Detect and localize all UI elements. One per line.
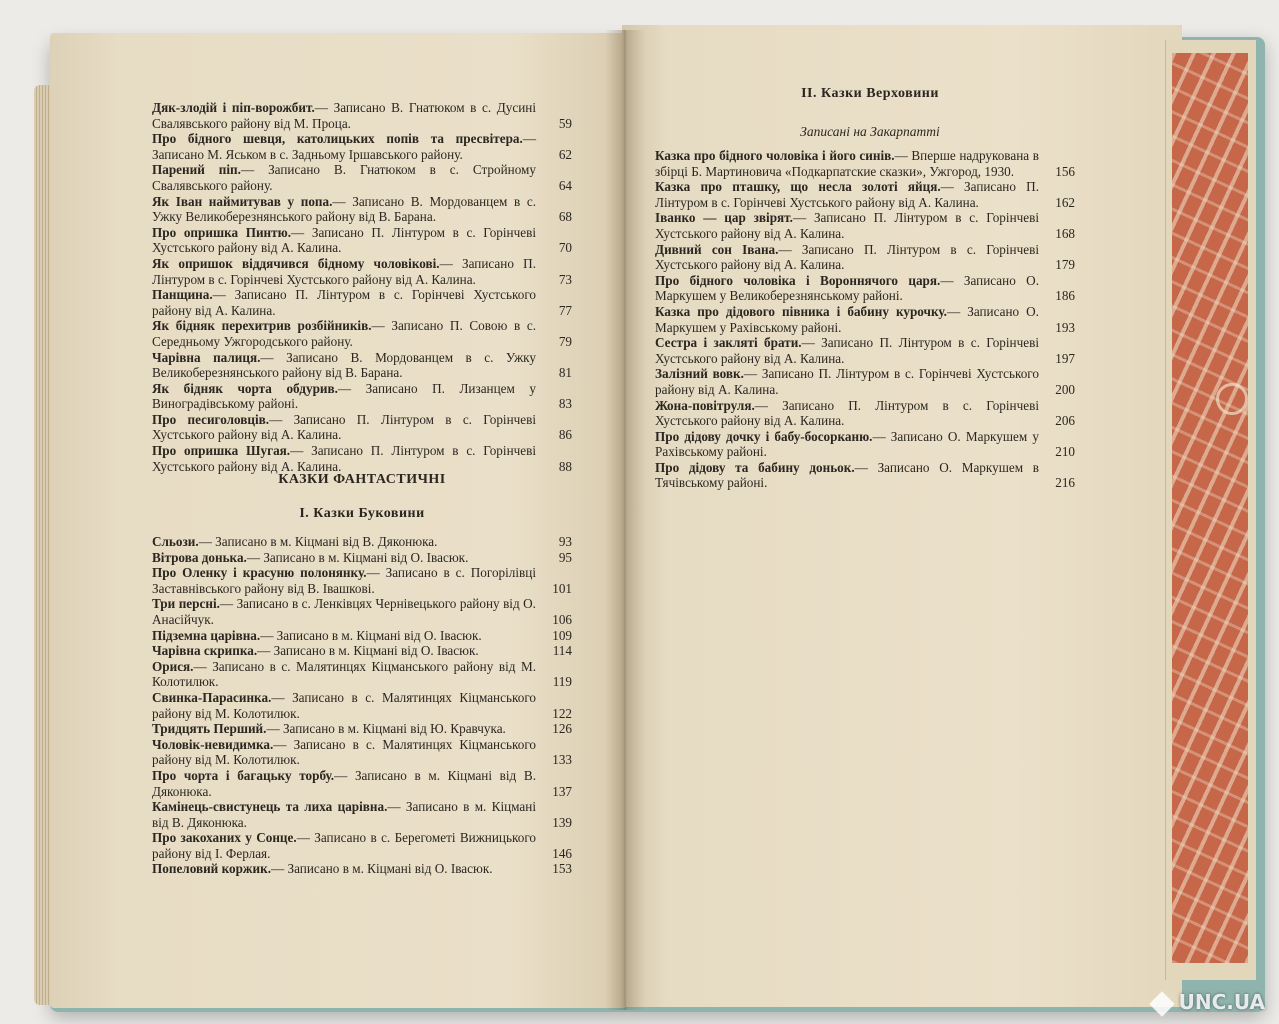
toc-entry-source: — Записано П. Лінтуром в с. Горінчеві Хустського району від А. Калина. bbox=[655, 179, 1039, 210]
toc-entry-text bbox=[655, 148, 1047, 179]
toc-entry-text bbox=[152, 721, 544, 737]
toc-entry bbox=[152, 318, 572, 349]
toc-entry bbox=[655, 398, 1075, 429]
toc-entry-source: — Записано П. Лінтуром в с. Горінчеві Хустського району від А. Калина. bbox=[152, 411, 537, 443]
toc-entry-page: 206 bbox=[1055, 413, 1075, 429]
toc-entry-title: Про чорта і багацьку торбу. bbox=[152, 767, 335, 783]
toc-entry bbox=[152, 412, 572, 443]
toc-entry-title: Попеловий коржик. bbox=[152, 861, 271, 877]
toc-entry-title: Чарівна скрипка. bbox=[152, 643, 258, 659]
toc-entry-page: 106 bbox=[552, 611, 572, 627]
toc-entry-text bbox=[152, 381, 544, 412]
toc-entry-text bbox=[152, 131, 544, 162]
toc-entry-title: Панщина. bbox=[152, 287, 213, 303]
toc-entry-source: — Записано П. Лінтуром в с. Горінчеві Хустського району від А. Калина. bbox=[152, 255, 536, 287]
toc-entry-text bbox=[152, 799, 544, 830]
toc-entry bbox=[152, 256, 572, 287]
toc-entry bbox=[152, 534, 572, 550]
toc-entry-text bbox=[152, 659, 544, 690]
toc-entry-title: Камінець-свистунець та лиха царівна. bbox=[152, 799, 388, 815]
toc-entry bbox=[152, 443, 572, 474]
toc-entry-text bbox=[655, 429, 1047, 460]
toc-entry-title: Казка про пташку, що несла золоті яйця. bbox=[655, 179, 941, 195]
toc-entry-source: — Записано в м. Кіцмані від О. Івасюк. bbox=[271, 861, 493, 877]
toc-entry-title: Залізний вовк. bbox=[655, 366, 744, 382]
toc-entry bbox=[152, 690, 572, 721]
toc-entry bbox=[655, 304, 1075, 335]
toc-entry-title: Про бідного шевця, католицьких попів та пресвітера. bbox=[152, 131, 523, 147]
toc-entry-source: — Записано в с. Ленківцях Чернівецького району від О. Анасійчук. bbox=[152, 596, 536, 627]
toc-entry bbox=[152, 131, 572, 162]
toc-entry bbox=[152, 768, 572, 799]
toc-entry bbox=[152, 628, 572, 644]
toc-entry bbox=[152, 287, 572, 318]
toc-entry-source: — Вперше надрукована в збірці Б. Мартиновича «Подкарпатские сказки», Ужгород, 1930. bbox=[655, 148, 1039, 179]
toc-entry-text bbox=[152, 768, 544, 799]
left-toc-top bbox=[152, 100, 572, 474]
toc-entry bbox=[655, 429, 1075, 460]
toc-entry-source: — Записано М. Яськом в с. Задньому Іршавського району. bbox=[152, 131, 536, 162]
toc-entry bbox=[655, 273, 1075, 304]
toc-entry bbox=[152, 737, 572, 768]
toc-entry-title: Як опришок віддячився бідному чоловікові. bbox=[152, 255, 440, 271]
toc-entry-title: Про Оленку і красуню полонянку. bbox=[152, 565, 367, 581]
left-toc-bottom bbox=[152, 534, 572, 877]
toc-entry-source: — Записано в м. Кіцмані від В. Дяконюка. bbox=[152, 767, 537, 799]
toc-entry-title: Казка про дідового півника і бабину курочку. bbox=[655, 303, 947, 319]
toc-entry-page: 93 bbox=[558, 534, 572, 549]
toc-entry-text bbox=[655, 304, 1047, 335]
toc-entry-title: Дяк-злодій і піп-ворожбит. bbox=[152, 100, 315, 115]
toc-entry-text bbox=[152, 225, 544, 256]
toc-entry bbox=[152, 194, 572, 225]
toc-entry bbox=[655, 210, 1075, 241]
toc-entry-text bbox=[152, 550, 544, 566]
toc-entry-title: Чоловік-невидимка. bbox=[152, 736, 274, 752]
toc-entry-title: Жона-повітруля. bbox=[655, 397, 755, 413]
toc-entry-page: 109 bbox=[552, 627, 572, 643]
toc-entry-text bbox=[152, 412, 544, 443]
toc-entry-source: — Записано в с. Малятинцях Кіцманського району від М. Колотилюк. bbox=[152, 689, 536, 721]
toc-entry-title: Три персні. bbox=[152, 596, 220, 612]
toc-entry-page: 83 bbox=[558, 396, 572, 412]
toc-entry bbox=[152, 861, 572, 877]
toc-entry bbox=[152, 596, 572, 627]
toc-entry-title: Тридцять Перший. bbox=[152, 721, 267, 737]
toc-entry-text bbox=[152, 628, 544, 644]
toc-entry-source: — Записано В. Гнатюком в с. Дусині Свалявського району від М. Проца. bbox=[152, 100, 537, 131]
toc-entry-text bbox=[152, 861, 544, 877]
toc-entry-title: Про закоханих у Сонце. bbox=[152, 830, 297, 846]
toc-entry-source: — Записано П. Лінтуром в с. Горінчеві Хустського району від А. Калина. bbox=[655, 241, 1039, 273]
toc-entry-page: 153 bbox=[552, 861, 572, 877]
right-toc bbox=[655, 148, 1075, 491]
toc-entry-page: 59 bbox=[558, 115, 572, 131]
toc-entry-title: Про бідного чоловіка і Вороннячого царя. bbox=[655, 272, 941, 288]
toc-entry-page: 119 bbox=[552, 674, 572, 690]
toc-entry-source: — Записано в с. Берегометі Вижницького району від І. Ферлая. bbox=[152, 830, 536, 861]
toc-entry bbox=[152, 830, 572, 861]
toc-entry-text bbox=[152, 194, 544, 225]
toc-entry-source: — Записано П. Лінтуром в с. Горінчеві Хустського району від А. Калина. bbox=[655, 397, 1039, 429]
toc-entry-page: 179 bbox=[1055, 257, 1075, 273]
toc-entry-source: — Записано в м. Кіцмані від В. Дяконюка. bbox=[198, 534, 438, 549]
toc-entry-text bbox=[152, 737, 544, 768]
toc-entry-text bbox=[152, 565, 544, 596]
toc-entry-source: — Записано в м. Кіцмані від В. Дяконюка. bbox=[152, 799, 537, 830]
toc-entry-source: — Записано О. Маркушем у Великоберезнянському районі. bbox=[655, 272, 1039, 304]
toc-entry-page: 95 bbox=[558, 549, 572, 565]
subsection-heading-bukovyna: І. Казки Буковини bbox=[299, 506, 425, 521]
section-subtitle: Записані на Закарпатті bbox=[800, 124, 940, 139]
toc-entry-text bbox=[655, 179, 1047, 210]
section-heading-fantastic: КАЗКИ ФАНТАСТИЧНІ bbox=[278, 472, 446, 487]
toc-entry-page: 88 bbox=[558, 458, 572, 474]
toc-entry-page: 68 bbox=[558, 209, 572, 225]
illustration-panel bbox=[1172, 53, 1248, 963]
toc-entry bbox=[152, 381, 572, 412]
toc-entry-title: Як бідняк перехитрив розбійників. bbox=[152, 318, 372, 334]
toc-entry-text bbox=[655, 210, 1047, 241]
toc-entry bbox=[655, 460, 1075, 491]
toc-entry-text bbox=[152, 287, 544, 318]
toc-entry-page: 216 bbox=[1055, 475, 1075, 491]
toc-entry-text bbox=[152, 443, 544, 474]
toc-entry bbox=[152, 659, 572, 690]
toc-entry-page: 210 bbox=[1055, 444, 1075, 460]
toc-entry-page: 146 bbox=[552, 845, 572, 861]
toc-entry-page: 137 bbox=[552, 783, 572, 799]
toc-entry bbox=[655, 366, 1075, 397]
toc-entry-page: 126 bbox=[552, 721, 572, 737]
toc-entry-title: Про дідову та бабину доньок. bbox=[655, 459, 855, 475]
toc-entry-text bbox=[152, 256, 544, 287]
toc-entry-source: — Записано В. Мордованцем в с. Ужку Великоберезнянського району від В. Барана. bbox=[152, 349, 536, 381]
toc-entry-source: — Записано О. Маркушем в Тячівському районі. bbox=[655, 459, 1039, 491]
toc-entry-source: — Записано в м. Кіцмані від Ю. Кравчука. bbox=[266, 721, 506, 737]
toc-entry-title: Казка про бідного чоловіка і його синів. bbox=[655, 148, 895, 163]
toc-entry-title: Дивний сон Івана. bbox=[655, 241, 779, 257]
toc-entry-page: 77 bbox=[558, 302, 572, 318]
toc-entry-text bbox=[152, 643, 544, 659]
toc-entry-text bbox=[655, 366, 1047, 397]
toc-entry-text bbox=[152, 690, 544, 721]
toc-entry-source: — Записано в с. Малятинцях Кіцманського району від М. Колотилюк. bbox=[152, 658, 536, 690]
toc-entry-page: 70 bbox=[558, 240, 572, 256]
toc-entry bbox=[655, 335, 1075, 366]
toc-entry-text bbox=[655, 242, 1047, 273]
watermark-text: UNC.UA bbox=[1178, 990, 1265, 1014]
toc-entry-page: 186 bbox=[1055, 288, 1075, 304]
toc-entry-title: Вітрова донька. bbox=[152, 549, 247, 565]
toc-entry bbox=[152, 225, 572, 256]
book-gutter bbox=[605, 30, 645, 1010]
toc-entry-page: 200 bbox=[1055, 381, 1075, 397]
toc-entry-text bbox=[152, 830, 544, 861]
toc-entry-page: 197 bbox=[1055, 350, 1075, 366]
toc-entry-source: — Записано П. Совою в с. Середньому Ужгородського району. bbox=[152, 318, 537, 349]
toc-entry-source: — Записано в м. Кіцмані від О. Івасюк. bbox=[260, 627, 482, 643]
toc-entry-source: — Записано П. Лінтуром в с. Горінчеві Хустського району від А. Калина. bbox=[655, 366, 1039, 397]
toc-entry-text bbox=[655, 460, 1047, 491]
toc-entry-page: 162 bbox=[1055, 194, 1075, 210]
toc-entry-source: — Записано П. Лінтуром в с. Горінчеві Хустського району від А. Калина. bbox=[655, 335, 1039, 366]
toc-entry-source: — Записано в м. Кіцмані від О. Івасюк. bbox=[257, 643, 479, 659]
toc-entry-text bbox=[655, 398, 1047, 429]
toc-entry bbox=[152, 162, 572, 193]
toc-entry-title: Чарівна палиця. bbox=[152, 349, 261, 365]
toc-entry-page: 86 bbox=[558, 427, 572, 443]
toc-entry-text bbox=[152, 596, 544, 627]
toc-entry-page: 79 bbox=[558, 333, 572, 349]
toc-entry bbox=[152, 643, 572, 659]
toc-entry bbox=[152, 350, 572, 381]
toc-entry-page: 114 bbox=[552, 643, 572, 659]
toc-entry-title: Сльози. bbox=[152, 534, 199, 549]
toc-entry bbox=[152, 565, 572, 596]
watermark-logo-icon bbox=[1149, 991, 1174, 1016]
toc-entry-title: Підземна царівна. bbox=[152, 627, 261, 643]
toc-entry-page: 156 bbox=[1055, 163, 1075, 179]
toc-entry-page: 193 bbox=[1055, 319, 1075, 335]
toc-entry-source: — Записано П. Лизанцем у Виноградівському районі. bbox=[152, 380, 536, 412]
toc-entry-text bbox=[152, 534, 544, 550]
toc-entry-page: 168 bbox=[1055, 225, 1075, 241]
toc-entry-source: — Записано О. Маркушем у Рахівському районі. bbox=[655, 303, 1039, 335]
toc-entry-title: Про дідову дочку і бабу-босорканю. bbox=[655, 428, 873, 444]
toc-entry-text bbox=[152, 350, 544, 381]
toc-entry-title: Орися. bbox=[152, 658, 194, 674]
toc-entry-title: Іванко — цар звірят. bbox=[655, 210, 793, 226]
toc-entry-title: Про опришка Пинтю. bbox=[152, 224, 292, 240]
toc-entry bbox=[655, 148, 1075, 179]
toc-entry bbox=[152, 721, 572, 737]
toc-entry bbox=[152, 799, 572, 830]
toc-entry-title: Свинка-Парасинка. bbox=[152, 689, 272, 705]
watermark bbox=[1153, 990, 1265, 1014]
toc-entry-title: Як бідняк чорта обдурив. bbox=[152, 380, 338, 396]
toc-entry-page: 139 bbox=[552, 814, 572, 830]
toc-entry-source: — Записано П. Лінтуром в с. Горінчеві Хустського району від А. Калина. bbox=[655, 210, 1040, 241]
toc-entry-source: — Записано в с. Малятинцях Кіцманського району від М. Колотилюк. bbox=[152, 736, 536, 768]
toc-entry-text bbox=[655, 335, 1047, 366]
toc-entry-source: — Записано П. Лінтуром в с. Горінчеві Хустського району від А. Калина. bbox=[152, 224, 536, 256]
toc-entry-page: 81 bbox=[558, 365, 572, 381]
toc-entry-title: Про песиголовців. bbox=[152, 411, 270, 427]
toc-entry-page: 62 bbox=[558, 146, 572, 162]
toc-entry-text bbox=[655, 273, 1047, 304]
toc-entry bbox=[152, 550, 572, 566]
section-heading-verkhovyna: II. Казки Верховини bbox=[801, 86, 939, 101]
toc-entry-source: — Записано В. Гнатюком в с. Стройному Свалявського району. bbox=[152, 162, 536, 193]
toc-entry-source: — Записано В. Мордованцем в с. Ужку Великоберезнянського району від В. Барана. bbox=[152, 193, 537, 225]
toc-entry-source: — Записано в с. Погорілівці Заставнівського району від В. Івашкові. bbox=[152, 565, 536, 596]
toc-entry-text bbox=[152, 318, 544, 349]
toc-entry-text bbox=[152, 100, 544, 131]
toc-entry-page: 64 bbox=[558, 177, 572, 193]
toc-entry-page: 73 bbox=[558, 271, 572, 287]
toc-entry bbox=[655, 179, 1075, 210]
toc-entry-title: Сестра і закляті брати. bbox=[655, 335, 802, 351]
toc-entry-source: — Записано О. Маркушем у Рахівському районі. bbox=[655, 428, 1039, 460]
toc-entry-title: Як Іван наймитував у попа. bbox=[152, 193, 333, 209]
toc-entry-text bbox=[152, 162, 544, 193]
toc-entry-source: — Записано П. Лінтуром в с. Горінчеві Хустського району від А. Калина. bbox=[152, 287, 536, 318]
toc-entry-source: — Записано в м. Кіцмані від О. Івасюк. bbox=[246, 549, 469, 565]
toc-entry-title: Про опришка Шугая. bbox=[152, 443, 291, 459]
toc-entry bbox=[655, 242, 1075, 273]
toc-entry-page: 101 bbox=[552, 580, 572, 596]
toc-entry-page: 122 bbox=[552, 705, 572, 721]
toc-entry-title: Парений піп. bbox=[152, 162, 241, 178]
toc-entry-source: — Записано П. Лінтуром в с. Горінчеві Хустського району від А. Калина. bbox=[152, 443, 537, 474]
toc-entry bbox=[152, 100, 572, 131]
toc-entry-page: 133 bbox=[552, 752, 572, 768]
